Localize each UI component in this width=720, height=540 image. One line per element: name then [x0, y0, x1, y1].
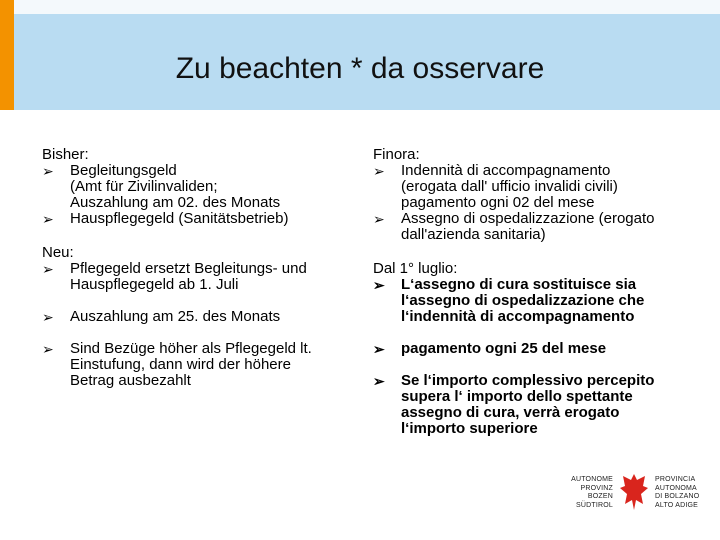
- list-item: ➢ Auszahlung am 25. des Monats: [42, 308, 281, 325]
- arrow-bullet-icon: ➢: [373, 163, 385, 179]
- list-item: ➢ L‘assegno di cura sostituisce sia l‘assegno di ospedalizzazione che l‘indennità di accompagnamento: [373, 276, 645, 325]
- list-item: ➢ Se l‘importo complessivo percepito supera l‘ importo dello spettante assegno di cura, verrà erogato l‘importo superiore: [373, 372, 655, 437]
- right-column: [373, 147, 693, 437]
- arrow-bullet-icon: ➢: [42, 341, 54, 357]
- finora-heading: Finora:: [373, 146, 420, 163]
- list-item: ➢ Begleitungsgeld: [42, 162, 177, 179]
- arrow-bullet-icon: ➢: [42, 163, 54, 179]
- arrow-bullet-icon: ➢: [373, 277, 385, 293]
- arrow-bullet-icon: ➢: [373, 211, 385, 227]
- list-item: ➢ Indennità di accompagnamento (erogata dall' ufficio invalidi civili) pagamento ogni 02 del mese: [373, 162, 618, 211]
- logo-text-italian: PROVINCIA AUTONOMA DI BOLZANO ALTO ADIGE: [655, 476, 700, 509]
- neu-heading: Neu:: [42, 244, 74, 261]
- top-band: [0, 0, 720, 14]
- slide-title: Zu beachten * da osservare: [175, 52, 545, 85]
- arrow-bullet-icon: ➢: [373, 373, 385, 389]
- logo-text-german: AUTONOME PROVINZ BOZEN SÜDTIROL: [571, 476, 613, 509]
- arrow-bullet-icon: ➢: [373, 341, 385, 357]
- arrow-bullet-icon: ➢: [42, 261, 54, 277]
- list-item: ➢ Assegno di ospedalizzazione (erogato dall'azienda sanitaria): [373, 210, 655, 243]
- arrow-bullet-icon: ➢: [42, 309, 54, 325]
- list-item: ➢ Hauspflegegeld (Sanitätsbetrieb): [42, 210, 289, 227]
- list-item: ➢ Sind Bezüge höher als Pflegegeld lt. Einstufung, dann wird der höhere Betrag ausbezahlt: [42, 340, 312, 389]
- list-item: ➢ Pflegegeld ersetzt Begleitungs- und Hauspflegegeld ab 1. Juli: [42, 260, 307, 293]
- list-subtext: Auszahlung am 02. des Monats: [70, 194, 281, 211]
- bisher-heading: Bisher:: [42, 146, 89, 163]
- list-item: ➢ pagamento ogni 25 del mese: [373, 340, 607, 357]
- list-subtext: (Amt für Zivilinvaliden;: [70, 178, 218, 195]
- arrow-bullet-icon: ➢: [42, 211, 54, 227]
- eagle-crest-icon: [619, 472, 649, 512]
- left-column: [42, 147, 362, 389]
- province-logo: [565, 470, 705, 516]
- dal-heading: Dal 1° luglio:: [373, 260, 458, 277]
